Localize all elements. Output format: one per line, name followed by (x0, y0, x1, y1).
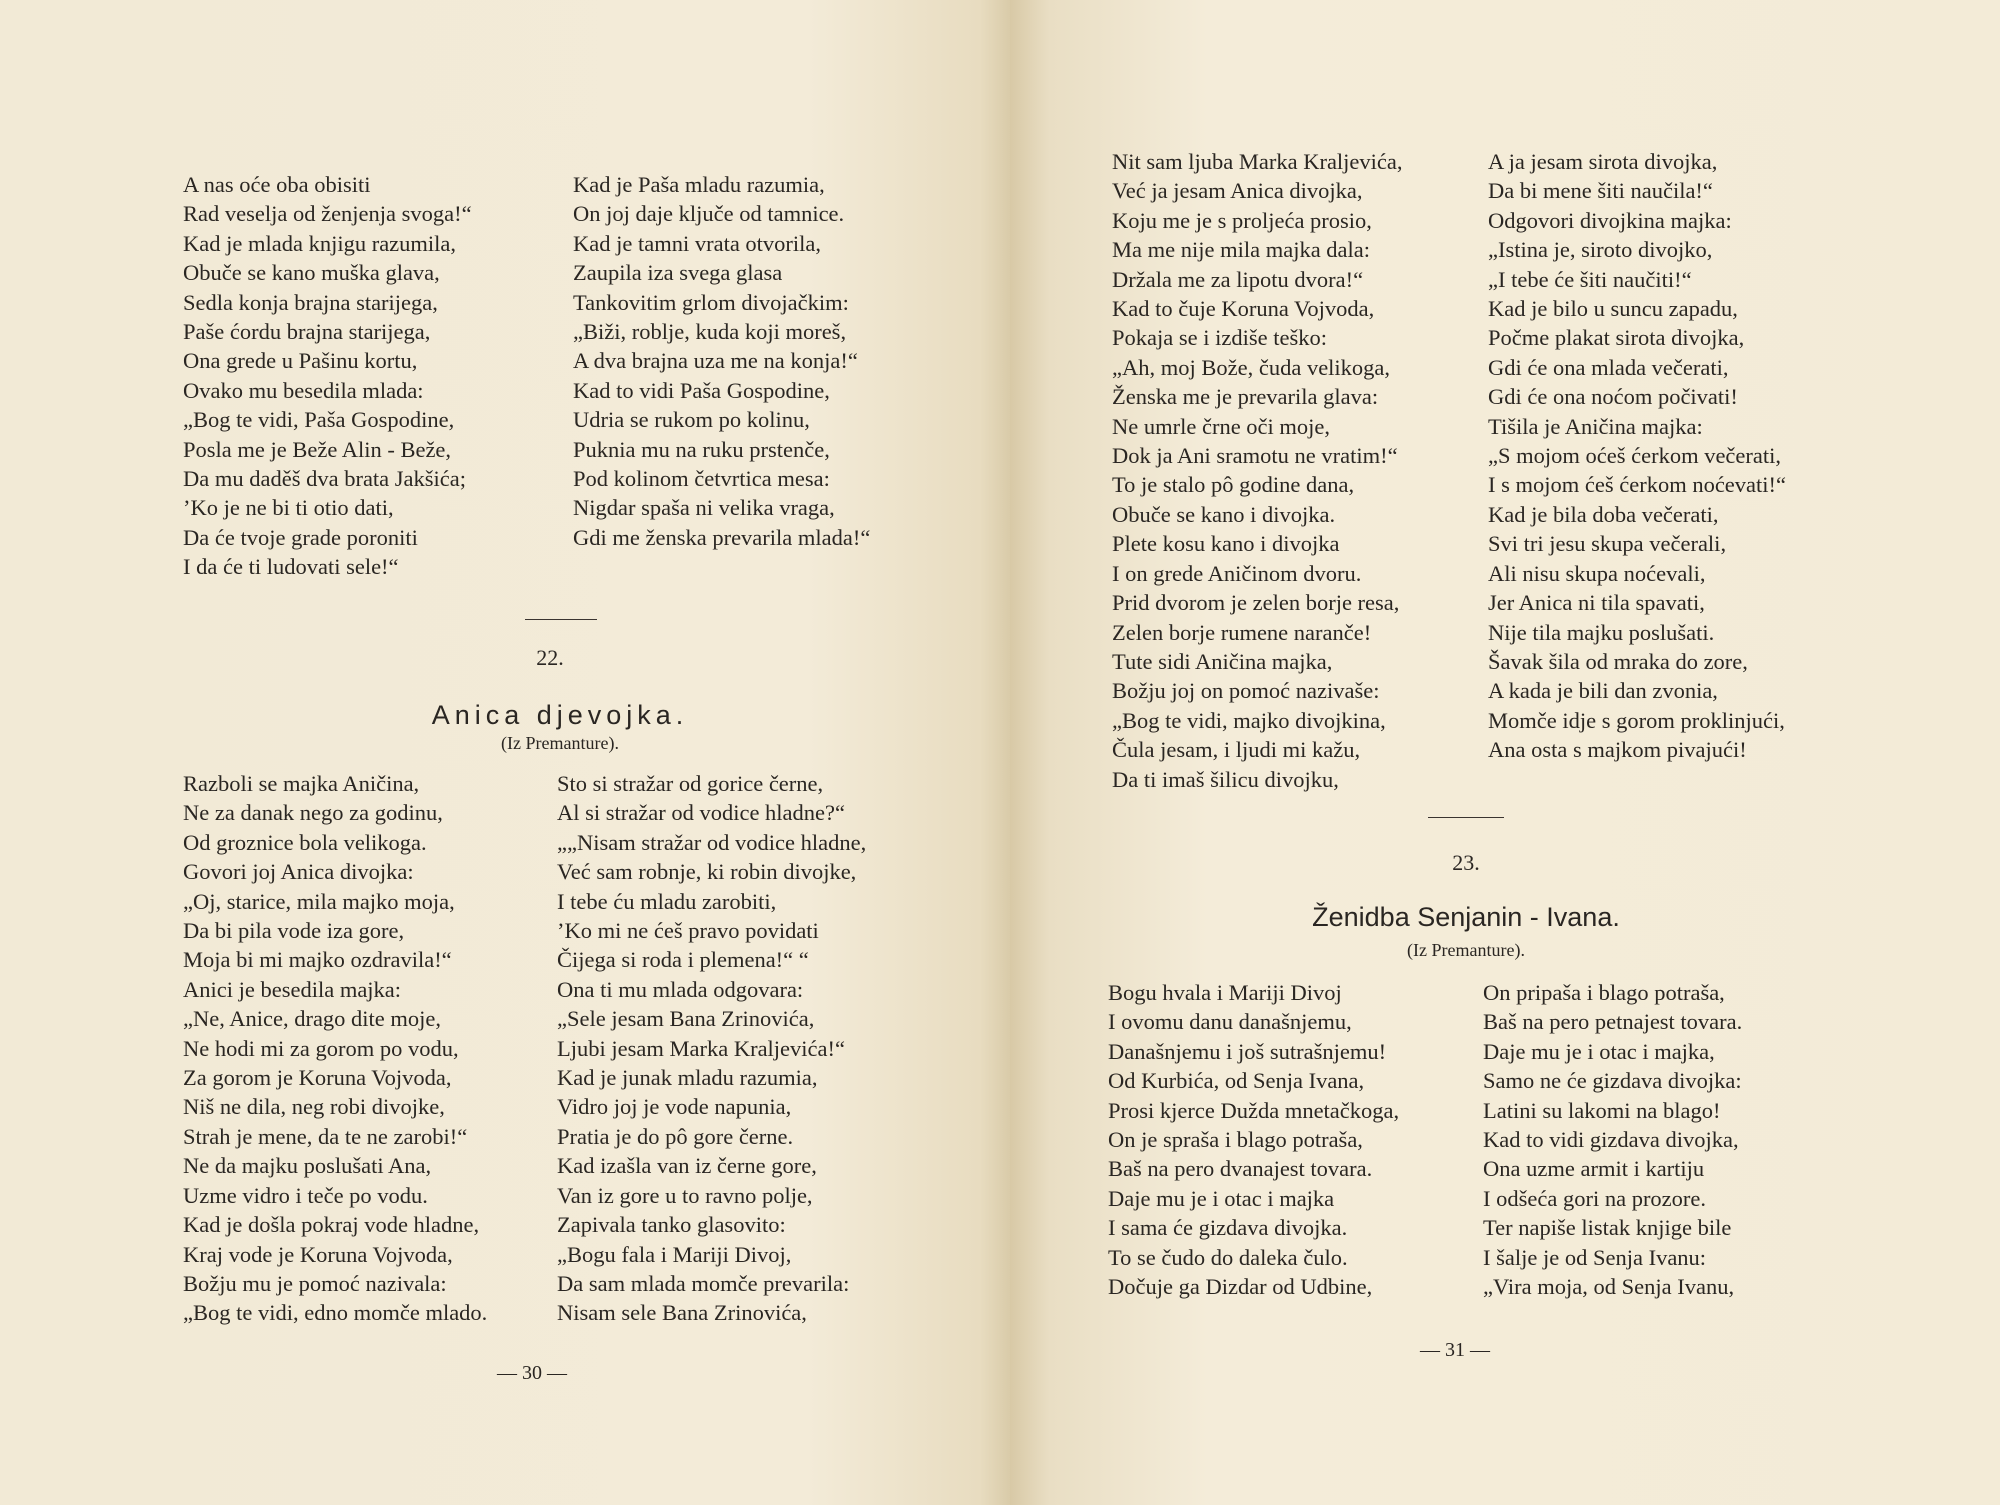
verse-line: Kad je bila doba večerati, (1488, 501, 1719, 527)
verse-line: I tebe ću mladu zarobiti, (557, 888, 777, 914)
verse-line: Kraj vode je Koruna Vojvoda, (183, 1241, 453, 1267)
verse-line: Čula jesam, i ljudi mi kažu, (1112, 737, 1361, 763)
verse-line: Ne da majku poslušati Ana, (183, 1153, 432, 1179)
verse-line: A ja jesam sirota divojka, (1488, 149, 1718, 174)
verse-line: A dva brajna uza me na konja!“ (573, 348, 858, 374)
verse-line: Pokaja se i izdiše teško: (1112, 325, 1327, 351)
verse-line: Čijega si roda i plemena!“ “ (557, 947, 809, 973)
verse-line: Božju mu je pomoć nazivala: (183, 1270, 447, 1296)
verse-line: Latini su lakomi na blago! (1483, 1097, 1721, 1123)
verse-line: „Bog te vidi, majko divojkina, (1112, 707, 1386, 733)
verse-line: Anici je besedila majka: (183, 976, 402, 1002)
verse-line: Bogu hvala i Mariji Divoj (1108, 980, 1342, 1005)
verse-line: „Sele jesam Bana Zrinovića, (557, 1006, 815, 1032)
verse-line: I s mojom ćeš ćerkom noćevati!“ (1488, 472, 1787, 498)
verse-line: Da mu daděš dva brata Jakšića; (183, 466, 467, 492)
verse-line: Nigdar spaša ni velika vraga, (573, 495, 835, 521)
verse-line: Udria se rukom po kolinu, (573, 407, 810, 433)
verse-line: ’Ko je ne bi ti otio dati, (183, 495, 394, 521)
verse-line: Gdi će ona noćom počivati! (1488, 384, 1738, 410)
verse-line: „S mojom oćeš ćerkom večerati, (1488, 443, 1782, 469)
poem-title: Ženidba Senjanin - Ivana. (1312, 902, 1620, 932)
verse-line: „Oj, starice, mila majko moja, (183, 888, 455, 914)
verse-line: I ovomu danu današnjemu, (1108, 1009, 1352, 1035)
verse-line: Da sam mlada momče prevarila: (557, 1270, 850, 1296)
verse-line: Kad to vidi Paša Gospodine, (573, 377, 830, 403)
verse-line: Rad veselja od ženjenja svoga!“ (183, 201, 472, 227)
verse-line: I odšeća gori na prozore. (1483, 1185, 1707, 1211)
verse-line: Kad je bilo u suncu zapadu, (1488, 296, 1738, 322)
verse-line: Obuče se kano i divojka. (1112, 501, 1336, 527)
verse-line: A kada je bili dan zvonia, (1488, 678, 1718, 704)
verse-line: Počme plakat sirota divojka, (1488, 325, 1745, 351)
verse-line: A nas oće oba obisiti (183, 172, 371, 197)
verse-line: Obuče se kano muška glava, (183, 260, 440, 286)
page-number: — 31 — (1420, 1339, 1490, 1361)
verse-line: On pripaša i blago potraša, (1483, 980, 1725, 1005)
verse-line: To je stalo pô godine dana, (1112, 472, 1355, 498)
poem-number: 22. (536, 645, 564, 670)
verse-line: Uzme vidro i teče po vodu. (183, 1182, 428, 1208)
verse-line: Zelen borje rumene naranče! (1112, 619, 1372, 645)
verse-line: On joj daje ključe od tamnice. (573, 201, 845, 227)
verse-line: Ženska me je prevarila glava: (1112, 384, 1379, 410)
verse-line: Baš na pero dvanajest tovara. (1108, 1156, 1373, 1182)
section-divider (525, 619, 597, 620)
verse-line: Ne hodi mi za gorom po vodu, (183, 1035, 459, 1061)
verse-line: Van iz gore u to ravno polje, (557, 1182, 813, 1208)
verse-line: Kad je junak mladu razumia, (557, 1065, 818, 1091)
verse-line: Ma me nije mila majka dala: (1112, 237, 1371, 263)
section-divider (1428, 817, 1504, 818)
verse-line: Od groznice bola velikoga. (183, 829, 427, 855)
verse-line: Ovako mu besedila mlada: (183, 377, 424, 403)
verse-line: Da bi pila vode iza gore, (183, 918, 405, 944)
poem-title: Anica djevojka. (431, 700, 689, 730)
poem-23-col2 (1483, 978, 1742, 1301)
verse-line: Al si stražar od vodice hladne?“ (557, 800, 846, 826)
verse-line: Paše ćordu brajna starijega, (183, 319, 431, 345)
verse-line: Ona grede u Pašinu kortu, (183, 348, 418, 374)
verse-line: ’Ko mi ne ćeš pravo povidati (557, 918, 819, 944)
verse-line: „Bog te vidi, Paša Gospodine, (183, 407, 455, 433)
verse-line: Vidro joj je vode napunia, (557, 1094, 792, 1120)
verse-line: Kad izašla van iz černe gore, (557, 1153, 817, 1179)
verse-line: Da ti imaš šilicu divojku, (1112, 766, 1339, 792)
verse-line: Prosi kjerce Dužda mnetačkoga, (1108, 1097, 1400, 1123)
poem-continuation-left-col2 (573, 170, 870, 552)
verse-line: Da bi mene šiti naučila!“ (1488, 178, 1713, 204)
page-number: — 30 — (497, 1362, 567, 1384)
poem-23-col1 (1108, 978, 1399, 1301)
poem-subtitle: (Iz Premanture). (1407, 940, 1525, 960)
verse-line: Momče idje s gorom proklinjući, (1488, 707, 1785, 733)
verse-line: Nisam sele Bana Zrinovića, (557, 1300, 807, 1326)
verse-line: Ona uzme armit i kartiju (1483, 1156, 1705, 1182)
verse-line: „I tebe će šiti naučiti!“ (1488, 266, 1692, 292)
poem-continuation-right-col2 (1488, 147, 1786, 765)
verse-line: Tute sidi Aničina majka, (1112, 648, 1333, 674)
verse-line: I sama će gizdava divojka. (1108, 1215, 1348, 1241)
verse-line: Ljubi jesam Marka Kraljevića!“ (557, 1035, 845, 1061)
verse-line: Nije tila majku poslušati. (1488, 619, 1715, 645)
verse-line: „Ah, moj Bože, čuda velikoga, (1112, 354, 1391, 380)
verse-line: Zapivala tanko glasovito: (557, 1212, 786, 1238)
verse-line: Sto si stražar od gorice černe, (557, 771, 824, 796)
verse-line: Za gorom je Koruna Vojvoda, (183, 1065, 452, 1091)
poem-continuation-left-col1 (183, 170, 472, 582)
verse-line: Gdi me ženska prevarila mlada!“ (573, 524, 871, 550)
verse-line: Ona ti mu mlada odgovara: (557, 976, 804, 1002)
verse-line: „Biži, roblje, kuda koji moreš, (573, 319, 847, 345)
verse-line: Kad je tamni vrata otvorila, (573, 230, 822, 256)
verse-line: Šavak šila od mraka do zore, (1488, 648, 1748, 674)
verse-line: Gdi će ona mlada večerati, (1488, 354, 1729, 380)
verse-line: I šalje je od Senja Ivanu: (1483, 1244, 1707, 1270)
right-page (1010, 0, 2000, 1505)
verse-line: Kad je Paša mladu razumia, (573, 172, 825, 197)
poem-22-col1 (183, 769, 487, 1328)
verse-line: Kad je mlada knjigu razumila, (183, 230, 457, 256)
verse-line: Svi tri jesu skupa večerali, (1488, 531, 1727, 557)
verse-line: Ana osta s majkom pivajući! (1488, 737, 1747, 763)
verse-line: Ne umrle črne oči moje, (1112, 413, 1331, 439)
verse-line: Zaupila iza svega glasa (573, 260, 783, 286)
verse-line: Jer Anica ni tila spavati, (1488, 590, 1705, 616)
verse-line: Da će tvoje grade poroniti (183, 524, 418, 550)
verse-line: Dočuje ga Dizdar od Udbine, (1108, 1274, 1373, 1300)
verse-line: Samo ne će gizdava divojka: (1483, 1068, 1742, 1094)
verse-line: Sedla konja brajna starijega, (183, 289, 438, 315)
verse-line: Odgovori divojkina majka: (1488, 207, 1732, 233)
verse-line: Moja bi mi majko ozdravila!“ (183, 947, 452, 973)
verse-line: „Istina je, siroto divojko, (1488, 237, 1713, 263)
poem-number: 23. (1452, 850, 1480, 875)
verse-line: Ter napiše listak knjige bile (1483, 1215, 1732, 1241)
verse-line: Već ja jesam Anica divojka, (1112, 178, 1363, 204)
verse-line: Dok ja Ani sramotu ne vratim!“ (1112, 443, 1398, 469)
verse-line: On je spraša i blago potraša, (1108, 1127, 1363, 1153)
verse-line: To se čudo do daleka čulo. (1108, 1244, 1348, 1270)
verse-line: Ne za danak nego za godinu, (183, 800, 443, 826)
verse-line: Koju me je s proljeća prosio, (1112, 207, 1372, 233)
verse-line: Posla me je Beže Alin - Beže, (183, 436, 452, 462)
verse-line: Današnjemu i još sutrašnjemu! (1108, 1038, 1387, 1064)
verse-line: Razboli se majka Aničina, (183, 771, 420, 796)
verse-line: Božju joj on pomoć nazivaše: (1112, 678, 1380, 704)
verse-line: Tišila je Aničina majka: (1488, 413, 1703, 439)
verse-line: Držala me za lipotu dvora!“ (1112, 266, 1364, 292)
verse-line: Kad to čuje Koruna Vojvoda, (1112, 296, 1375, 322)
verse-line: Ali nisu skupa noćevali, (1488, 560, 1706, 586)
poem-22-col2 (557, 769, 866, 1328)
verse-line: Tankovitim grlom divojačkim: (573, 289, 849, 315)
verse-line: Plete kosu kano i divojka (1112, 531, 1340, 557)
verse-line: Kad je došla pokraj vode hladne, (183, 1212, 480, 1238)
verse-line: Od Kurbića, od Senja Ivana, (1108, 1068, 1365, 1094)
verse-line: Kad to vidi gizdava divojka, (1483, 1127, 1739, 1153)
verse-line: Pod kolinom četvrtica mesa: (573, 466, 830, 492)
verse-line: „„Nisam stražar od vodice hladne, (557, 829, 867, 855)
verse-line: Prid dvorom je zelen borje resa, (1112, 590, 1400, 616)
verse-line: Već sam robnje, ki robin divojke, (557, 859, 857, 885)
verse-line: Daje mu je i otac i majka, (1483, 1038, 1715, 1064)
verse-line: I da će ti ludovati sele!“ (183, 554, 399, 580)
verse-line: „Bogu fala i Mariji Divoj, (557, 1241, 792, 1267)
verse-line: Puknia mu na ruku prstenče, (573, 436, 830, 462)
verse-line: Strah je mene, da te ne zarobi!“ (183, 1123, 468, 1149)
verse-line: Nit sam ljuba Marka Kraljevića, (1112, 149, 1403, 174)
verse-line: „Ne, Anice, drago dite moje, (183, 1006, 442, 1032)
verse-line: Niš ne dila, neg robi divojke, (183, 1094, 445, 1120)
verse-line: Baš na pero petnajest tovara. (1483, 1009, 1743, 1035)
verse-line: „Bog te vidi, edno momče mlado. (183, 1300, 488, 1326)
verse-line: I on grede Aničinom dvoru. (1112, 560, 1362, 586)
verse-line: Pratia je do pô gore černe. (557, 1123, 794, 1149)
verse-line: Govori joj Anica divojka: (183, 859, 414, 885)
poem-subtitle: (Iz Premanture). (501, 733, 619, 753)
verse-line: Daje mu je i otac i majka (1108, 1185, 1335, 1211)
verse-line: „Vira moja, od Senja Ivanu, (1483, 1274, 1735, 1300)
poem-continuation-right-col1 (1112, 147, 1403, 794)
